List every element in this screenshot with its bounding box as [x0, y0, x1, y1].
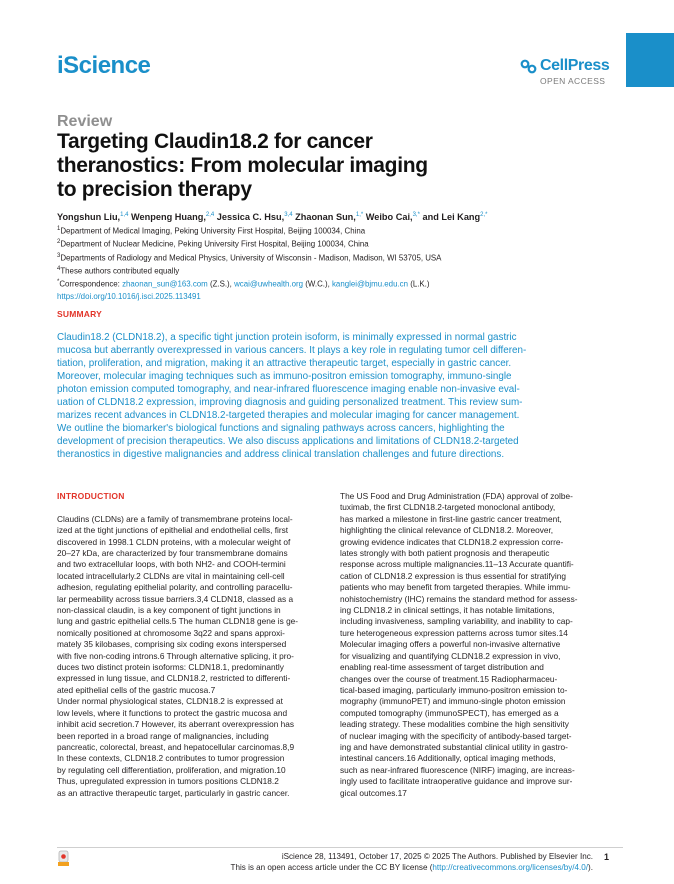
- summary-line: theranostics in digestive malignancies and address clinical translation challenges and future directions.: [57, 449, 505, 461]
- body-text-line: response across multiple malignancies.11–13 Accurate quantifi-: [340, 559, 574, 570]
- body-text-line: tuximab, the first CLDN18.2-targeted monoclonal antibody,: [340, 502, 556, 513]
- body-text-line: enabling real-time assessment of target distribution and: [340, 662, 544, 673]
- body-text-line: changes over the course of treatment.15 Radiopharmaceu-: [340, 673, 558, 684]
- summary-line: marizes recent advances in CLDN18.2-targeted therapies and molecular imaging for cancer management.: [57, 410, 520, 422]
- body-text-line: Claudins (CLDNs) are a family of transmembrane proteins local-: [57, 513, 293, 524]
- citation-line: iScience 28, 113491, October 17, 2025 © 2025 The Authors. Published by Elsevier Inc.: [281, 852, 593, 861]
- author-affiliation-mark[interactable]: 1,*: [355, 212, 364, 218]
- introduction-heading: INTRODUCTION: [57, 491, 125, 501]
- body-text-line: has marked a milestone in first-line gastric cancer treatment,: [340, 513, 562, 524]
- footer-citation: [0, 852, 593, 873]
- author-affiliation-mark[interactable]: 3,4: [284, 212, 293, 218]
- journal-color-tab: [626, 33, 674, 87]
- author-affiliation-mark[interactable]: 2,*: [480, 212, 488, 218]
- body-text-line: lar permeability across tissue barriers.3,4 CLDN18, classed as a: [57, 593, 294, 604]
- cellpress-logo-icon: [520, 58, 537, 75]
- body-text-line: lung and gastric epithelial cells.5 The human CLDN18 gene is ge-: [57, 616, 299, 627]
- body-text-line: ing and have demonstrated substantial clinical utility in gastro-: [340, 741, 568, 752]
- summary-line: Moreover, molecular imaging techniques such as immuno-positron emission tomography, immuno-single: [57, 371, 512, 383]
- footer-divider: [57, 847, 623, 848]
- left-column-text: [57, 514, 329, 799]
- summary-line: Claudin18.2 (CLDN18.2), a specific tight junction protein isoform, is minimally expressed in normal gastric: [57, 332, 517, 343]
- body-text-line: non-classical claudin, is a key component of tight junctions in: [57, 605, 281, 616]
- affiliation-line: $^1$Department of Medical Imaging, Peking University First Hospital, Beijing 100034, China: [57, 226, 366, 236]
- affiliations: [57, 224, 441, 302]
- body-text-line: ated epithelial cells of the gastric mucosa.7: [57, 684, 216, 695]
- journal-name[interactable]: iScience: [57, 52, 151, 79]
- body-text-line: intestinal cancers.16 Additionally, optical imaging methods,: [340, 753, 556, 764]
- summary-line: uation of CLDN18.2 expression, improving diagnosis and guiding personalized treatment. This review sum-: [57, 397, 523, 409]
- summary-text: [57, 331, 623, 461]
- page-number: 1: [604, 852, 610, 862]
- body-text-line: of nuclear imaging with the specificity of antibody-based target-: [340, 730, 572, 741]
- body-text-line: such as near-infrared fluorescence (NIRF) imaging, are increas-: [340, 764, 575, 775]
- author-name: Weibo Cai,: [365, 212, 413, 223]
- summary-line: photon emission computed tomography, and near-infrared fluorescence imaging enable non-invasive eval-: [57, 384, 520, 396]
- body-column-left: [57, 491, 329, 799]
- body-text-line: tical-based imaging, particularly immuno-positron emission to-: [340, 684, 568, 695]
- author-affiliation-mark[interactable]: 1,4: [120, 212, 129, 218]
- body-text-line: The US Food and Drug Administration (FDA) approval of zolbe-: [340, 491, 573, 501]
- body-text-line: 20–27 kDa, are characterized by four transmembrane domains: [57, 548, 288, 559]
- body-text-line: expressed in lung tissue, and CLDN18.2, restricted to differenti-: [57, 673, 291, 684]
- correspondence-line: *Correspondence: zhaonan_sun@163.com (Z.S.), wcai@uwhealth.org (W.C.), kanglei@bjmu.edu.cn (L.K.): [57, 279, 430, 289]
- summary-line: development of precision therapeutics. We also discuss applications and limitations of CLDN18.2-targeted: [57, 436, 519, 448]
- body-text-line: pancreatic, colorectal, breast, and hepatocellular carcinomas.8,9: [57, 741, 295, 752]
- body-text-line: highlighting the clinical relevance of CLDN18.2. Moreover,: [340, 525, 554, 536]
- body-text-line: growing evidence indicates that CLDN18.2 expression corre-: [340, 536, 564, 547]
- summary-line: We outline the biomarker's biological functions and signaling pathways across cancers, highlighting the: [57, 423, 505, 435]
- body-text-line: discovered in 1998.1 CLDN proteins, with a molecular weight of: [57, 536, 291, 547]
- body-text-line: cation of CLDN18.2 expression is thus essential for stratifying: [340, 570, 566, 581]
- author-affiliation-mark[interactable]: 3,*: [412, 212, 420, 218]
- body-text-line: including invasiveness, sampling variability, and inability to cap-: [340, 616, 573, 627]
- body-text-line: Under normal physiological states, CLDN18.2 is expressed at: [57, 696, 283, 707]
- body-text-line: low levels, where it functions to protect the gastric mucosa and: [57, 707, 288, 718]
- body-text-line: inhibit acid secretion.7 However, its aberrant overexpression has: [57, 719, 295, 730]
- body-text-line: as an attractive therapeutic target, particularly in gastric cancer.: [57, 787, 290, 798]
- body-text-line: In these contexts, CLDN18.2 contributes to tumor progression: [57, 753, 285, 764]
- author-name: Jessica C. Hsu,: [216, 212, 285, 223]
- body-text-line: located intracellularly.2 CLDNs are vital in maintaining cell-cell: [57, 570, 285, 581]
- license-line: This is an open access article under the CC BY license (http://creativecommons.org/licenses/by/4.0/).: [230, 862, 593, 872]
- body-text-line: ing CLDN18.2 in clinical settings, it has notable limitations,: [340, 605, 555, 616]
- article-type: Review: [57, 113, 113, 130]
- body-text-line: nohistochemistry (IHC) remains the standard method for assess-: [340, 593, 578, 604]
- author-name: and Lei Kang: [422, 212, 481, 223]
- summary-heading: SUMMARY: [57, 309, 102, 319]
- body-text-line: Thus, upregulated expression in tumors positions CLDN18.2: [57, 776, 279, 787]
- body-text-line: ture heterogeneous expression patterns across tumor sites.14: [340, 627, 568, 638]
- email-link[interactable]: zhaonan_sun@163.com: [122, 279, 208, 289]
- author-affiliation-mark[interactable]: 2,4: [205, 212, 215, 218]
- body-column-right: [340, 491, 612, 799]
- body-text-line: by regulating cell differentiation, proliferation, and migration.10: [57, 764, 286, 775]
- right-column-text: [340, 491, 612, 799]
- body-text-line: been reported in a broad range of malignancies, including: [57, 730, 269, 741]
- publisher-name: CellPress: [540, 57, 610, 74]
- summary-line: tiation, proliferation, and migration, making it an attractive therapeutic target, especially in gastric cancer.: [57, 358, 512, 370]
- body-text-line: gical outcomes.17: [340, 787, 407, 798]
- body-text-line: and two extracellular loops, with both NH2- and COOH-termini: [57, 559, 286, 570]
- body-text-line: patients who may benefit from targeted therapies. While immu-: [340, 582, 571, 593]
- doi-link[interactable]: https://doi.org/10.1016/j.isci.2025.113491: [57, 291, 201, 301]
- summary-line: mucosa but aberrantly overexpressed in various cancers. It plays a key role in regulating tumor cell differen-: [57, 345, 527, 357]
- body-text-line: mography (immunoPET) and immuno-single photon emission: [340, 696, 566, 707]
- affiliation-line: $^3$Departments of Radiology and Medical Physics, University of Wisconsin - Madison, Madison, WI 53705, USA: [57, 252, 442, 263]
- body-text-line: computed tomography (immunoSPECT), has emerged as a: [340, 707, 559, 718]
- title-line: Targeting Claudin18.2 for cancer: [57, 130, 373, 153]
- body-text-line: duces two distinct protein isoforms: CLDN18.1, predominantly: [57, 662, 284, 673]
- body-text-line: ized at the tight junctions of epithelial and endothelial cells, first: [57, 525, 289, 536]
- article-title: [57, 130, 477, 202]
- title-line: to precision therapy: [57, 178, 252, 201]
- email-link[interactable]: wcai@uwhealth.org: [234, 279, 304, 289]
- body-text-line: with five non-coding introns.6 Through alternative splicing, it pro-: [57, 650, 294, 661]
- license-link[interactable]: http://creativecommons.org/licenses/by/4.0/: [432, 862, 589, 872]
- body-text-line: nomically positioned at chromosome 3q22 and spans approxi-: [57, 627, 285, 638]
- body-text-line: lates strongly with both patient prognosis and therapeutic: [340, 548, 550, 559]
- body-text-line: ingly used to facilitate intraoperative guidance and improve sur-: [340, 776, 573, 787]
- affiliation-line: $^2$Department of Nuclear Medicine, Peking University First Hospital, Beijing 100034, China: [57, 239, 369, 249]
- body-text-line: leading strategy. These modalities combine the high sensitivity: [340, 719, 569, 730]
- author-name: Wenpeng Huang,: [131, 212, 206, 223]
- body-text-line: adhesion, regulating epithelial polarity, and controlling paracellu-: [57, 582, 293, 593]
- body-text-line: mately 35 kilobases, comprising six coding exons interspersed: [57, 639, 287, 650]
- author-list: [57, 212, 488, 222]
- email-link[interactable]: kanglei@bjmu.edu.cn: [331, 279, 408, 289]
- body-text-line: for visualizing and quantifying CLDN18.2 expression in vivo,: [340, 650, 561, 661]
- open-access-label: OPEN ACCESS: [540, 76, 606, 86]
- author-name: Zhaonan Sun,: [295, 212, 356, 223]
- body-text-line: Molecular imaging offers a powerful non-invasive alternative: [340, 639, 561, 650]
- affiliation-line: $^4$These authors contributed equally: [57, 265, 180, 276]
- title-line: theranostics: From molecular imaging: [57, 154, 428, 177]
- author-name: Yongshun Liu,: [57, 212, 121, 223]
- publisher-logo[interactable]: [520, 57, 609, 86]
